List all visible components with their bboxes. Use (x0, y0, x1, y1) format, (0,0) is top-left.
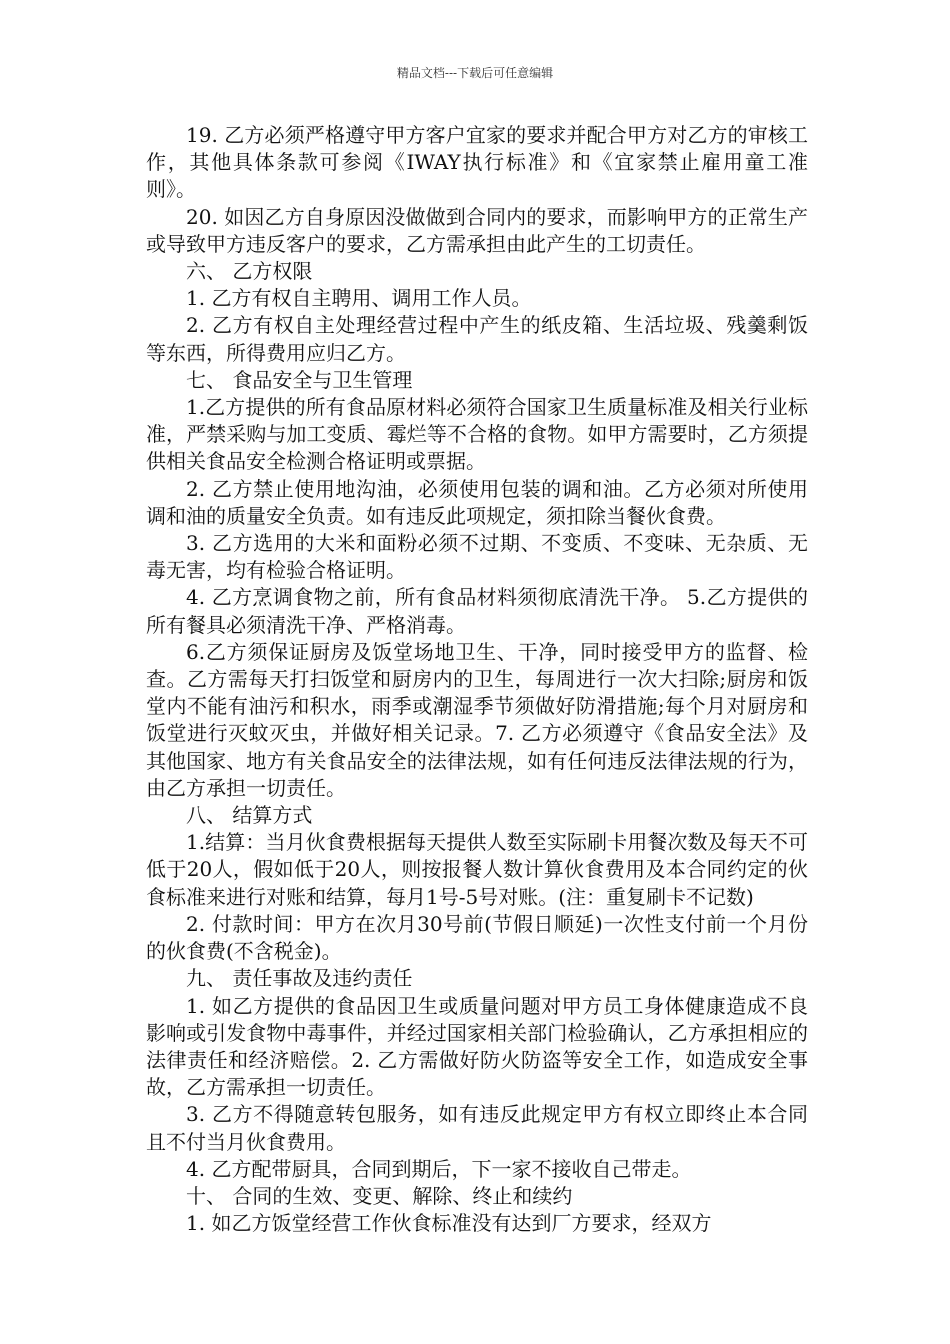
clause-7-1: 1.乙方提供的所有食品原材料必须符合国家卫生质量标准及相关行业标准，严禁采购与加工变质、霉烂等不合格的食物。如甲方需要时，乙方须提供相关食品安全检测合格证明或票据。 (146, 395, 808, 474)
section-heading-9: 九、 责任事故及违约责任 (186, 966, 413, 991)
document-body (146, 122, 808, 1237)
section-heading-6: 六、 乙方权限 (186, 259, 313, 284)
clause-19: 19. 乙方必须严格遵守甲方客户宜家的要求并配合甲方对乙方的审核工作，其他具体条款可参阅《IWAY执行标准》和《宜家禁止雇用童工准则》。 (146, 123, 808, 202)
clause-7-2: 2. 乙方禁止使用地沟油，必须使用包装的调和油。乙方必须对所使用调和油的质量安全负责。如有违反此项规定，须扣除当餐伙食费。 (146, 476, 808, 528)
clause-8-2: 2. 付款时间：甲方在次月30号前(节假日顺延)一次性支付前一个月份的伙食费(不含税金)。 (146, 911, 808, 964)
section-heading-8: 八、 结算方式 (186, 803, 313, 828)
clause-9-3: 3. 乙方不得随意转包服务，如有违反此规定甲方有权立即终止本合同且不付当月伙食费用。 (146, 1102, 808, 1154)
clause-6-2: 2. 乙方有权自主处理经营过程中产生的纸皮箱、生活垃圾、残羹剩饭等东西，所得费用应归乙方。 (146, 313, 808, 365)
clause-20: 20. 如因乙方自身原因没做做到合同内的要求，而影响甲方的正常生产或导致甲方违反客户的要求，乙方需承担由此产生的工切责任。 (146, 204, 808, 256)
clause-6-1: 1. 乙方有权自主聘用、调用工作人员。 (186, 286, 532, 311)
section-heading-10: 十、 合同的生效、变更、解除、终止和续约 (186, 1183, 573, 1208)
clause-7-4: 4. 乙方烹调食物之前，所有食品材料须彻底清洗干净。 5.乙方提供的所有餐具必须清洗干净、严格消毒。 (146, 585, 808, 637)
clause-9-4: 4. 乙方配带厨具，合同到期后，下一家不接收自己带走。 (186, 1156, 692, 1181)
clause-10-1: 1. 如乙方饭堂经营工作伙食标准没有达到厂方要求，经双方 (186, 1211, 712, 1236)
clause-9-1: 1. 如乙方提供的食品因卫生或质量问题对甲方员工身体健康造成不良影响或引发食物中毒事件，并经过国家相关部门检验确认，乙方承担相应的法律责任和经济赔偿。2. 乙方需做好防火防盗等安全工作，如造成安全事故，乙方需承担一切责任。 (146, 993, 808, 1100)
page-header: 精品文档---下载后可任意编辑 (396, 66, 554, 80)
clause-8-1: 1.结算：当月伙食费根据每天提供人数至实际刷卡用餐次数及每天不可低于20人，假如低于20人，则按报餐人数计算伙食费用及本合同约定的伙食标准来进行对账和结算，每月1号-5号对账。(注：重复刷卡不记数) (146, 830, 808, 909)
clause-7-6: 6.乙方须保证厨房及饭堂场地卫生、干净，同时接受甲方的监督、检查。乙方需每天打扫饭堂和厨房内的卫生，每周进行一次大扫除;厨房和饭堂内不能有油污和积水，雨季或潮湿季节须做好防滑措施;每个月对厨房和饭堂进行灭蚊灭虫，并做好相关记录。7. 乙方必须遵守《食品安全法》及其他国家、地方有关食品安全的法律法规，如有任何违反法律法规的行为，由乙方承担一切责任。 (146, 639, 808, 800)
clause-7-3: 3. 乙方选用的大米和面粉必须不过期、不变质、不变味、无杂质、无毒无害，均有检验合格证明。 (146, 531, 808, 583)
section-heading-7: 七、 食品安全与卫生管理 (186, 367, 413, 392)
